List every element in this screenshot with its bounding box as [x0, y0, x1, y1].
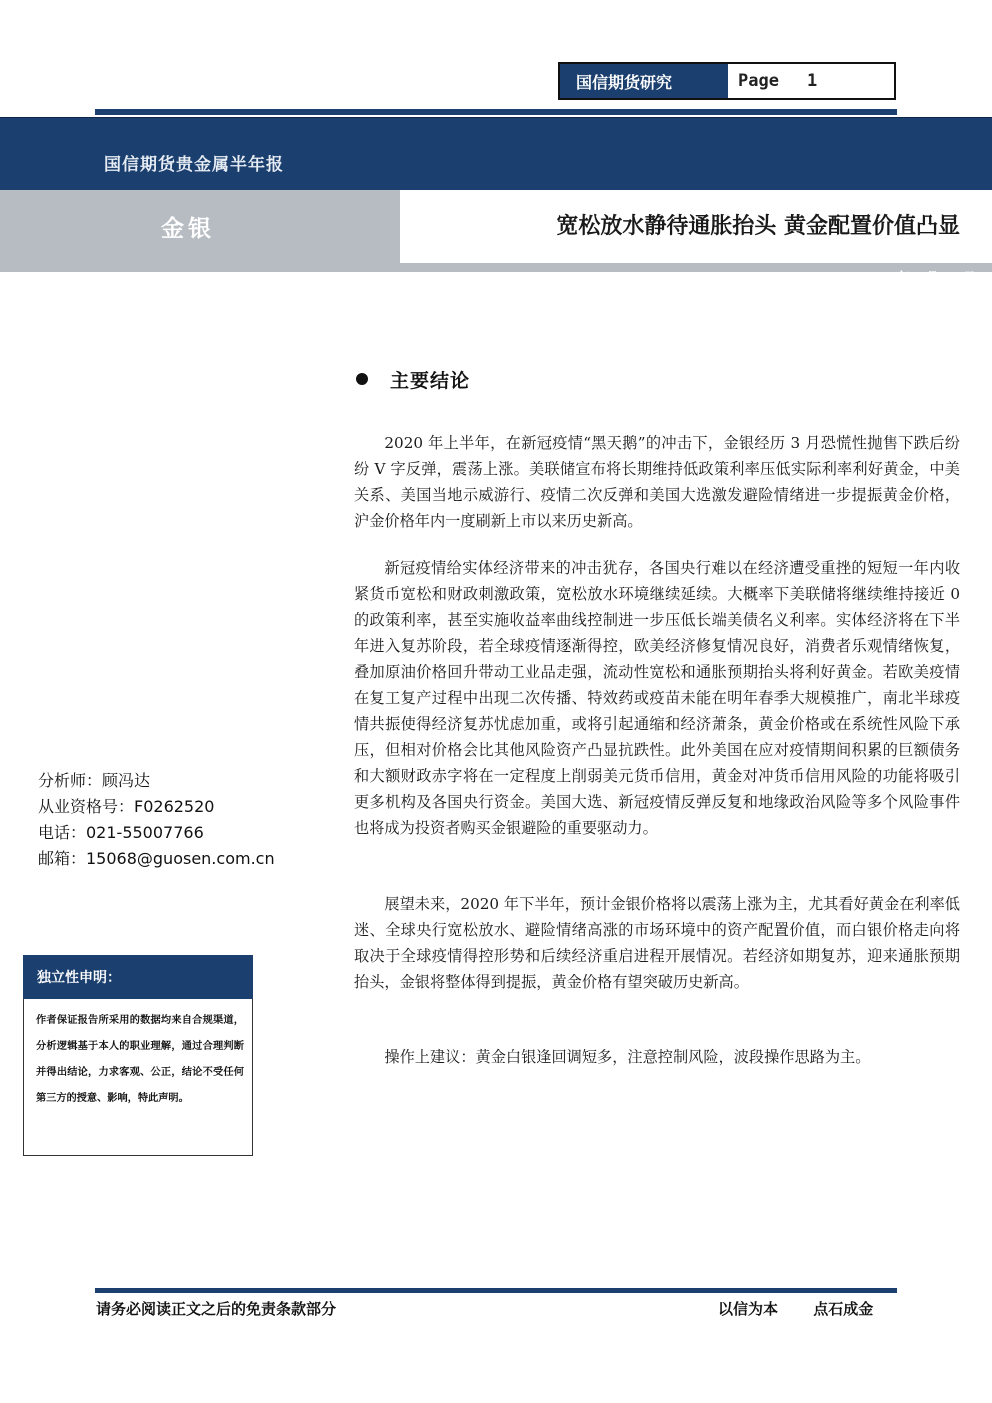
analyst-info: [38, 768, 275, 872]
header-tab: [558, 62, 896, 100]
footer-slogan: 以信为本 点石成金: [718, 1300, 874, 1318]
conclusion-paragraph-3: 展望未来，2020 年下半年，预计金银价格将以震荡上涨为主，尤其看好黄金在利率低迷、全球央行宽松放水、避险情绪高涨的市场环境中的资产配置价值，而白银价格走向将取决于全球疫情得控形势和后续经济重启进程开展情况。若经济如期复苏，迎来通胀预期抬头，金银将整体得到提振，黄金价格有望突破历史新高。: [354, 895, 960, 991]
section-title: 主要结论: [390, 370, 471, 392]
page-number: 1: [806, 71, 818, 91]
footer-disclaimer: 请务必阅读正文之后的免责条款部分: [96, 1300, 337, 1318]
conclusion-paragraph-4: 操作上建议：黄金白银逢回调短多，注意控制风险，波段操作思路为主。: [384, 1048, 871, 1066]
analyst-phone: 电话：021-55007766: [38, 823, 204, 842]
conclusion-paragraph-2: 新冠疫情给实体经济带来的冲击犹存，各国央行难以在经济遭受重挫的短短一年内收紧货币宽松和财政刺激政策，宽松放水环境继续延续。大概率下美联储将继续维持接近 0 的政策利率，甚至实施收益率曲线控制进一步压低长端美债名义利率。实体经济将在下半年进入复苏阶段，若全球疫情逐渐得控，欧美经济修复情况良好，消费者乐观情绪恢复，叠加原油价格回升带动工业品走强，流动性宽松和通胀预期抬头将利好黄金。若欧美疫情在复工复产过程中出现二次传播、特效药或疫苗未能在明年春季大规模推广，南北半球疫情共振使得经济复苏忧虑加重，或将引起通缩和经济萧条，黄金价格或在系统性风险下承压，但相对价格会比其他风险资产凸显抗跌性。此外美国在应对疫情期间积累的巨额债务和大额财政赤字将在一定程度上削弱美元货币信用，黄金对冲货币信用风险的功能将吸引更多机构及各国央行资金。美国大选、新冠疫情反弹反复和地缘政治风险等多个风险事件也将成为投资者购买金银避险的重要驱动力。: [354, 559, 960, 837]
analyst-license: 从业资格号：F0262520: [38, 797, 215, 816]
conclusion-paragraph-1: 2020 年上半年，在新冠疫情“黑天鹅”的冲击下，金银经历 3 月恐慌性抛售下跌后纷纷 V 字反弹，震荡上涨。美联储宣布将长期维持低政策利率压低实际利率利好黄金，中美关系、美国当地示威游行、疫情二次反弹和美国大选激发避险情绪进一步提振黄金价格，沪金价格年内一度刷新上市以来历史新高。: [354, 434, 960, 530]
page-indicator: [728, 64, 894, 98]
sector-label: 金银: [161, 216, 215, 242]
brand-label: 国信期货研究: [560, 64, 728, 98]
report-date: 2020 年 6 月 28 日: [860, 270, 976, 284]
bullet-icon: [356, 373, 368, 385]
report-headline: 宽松放水静待通胀抬头 黄金配置价值凸显: [556, 213, 960, 239]
analyst-email: 邮箱：15068@guosen.com.cn: [38, 849, 275, 868]
independence-text: 作者保证报告所采用的数据均来自合规渠道，分析逻辑基于本人的职业理解，通过合理判断 并得出结论，力求客观、公正，结论不受任何第三方的授意、影响，特此声明。: [36, 1015, 244, 1104]
independence-title: 独立性申明：: [23, 955, 253, 999]
analyst-name: 分析师：顾冯达: [38, 771, 151, 790]
top-rule: [95, 109, 897, 115]
bottom-rule: [95, 1288, 897, 1293]
page-label: Page: [738, 71, 779, 91]
report-series-title: 国信期货贵金属半年报: [104, 155, 284, 175]
